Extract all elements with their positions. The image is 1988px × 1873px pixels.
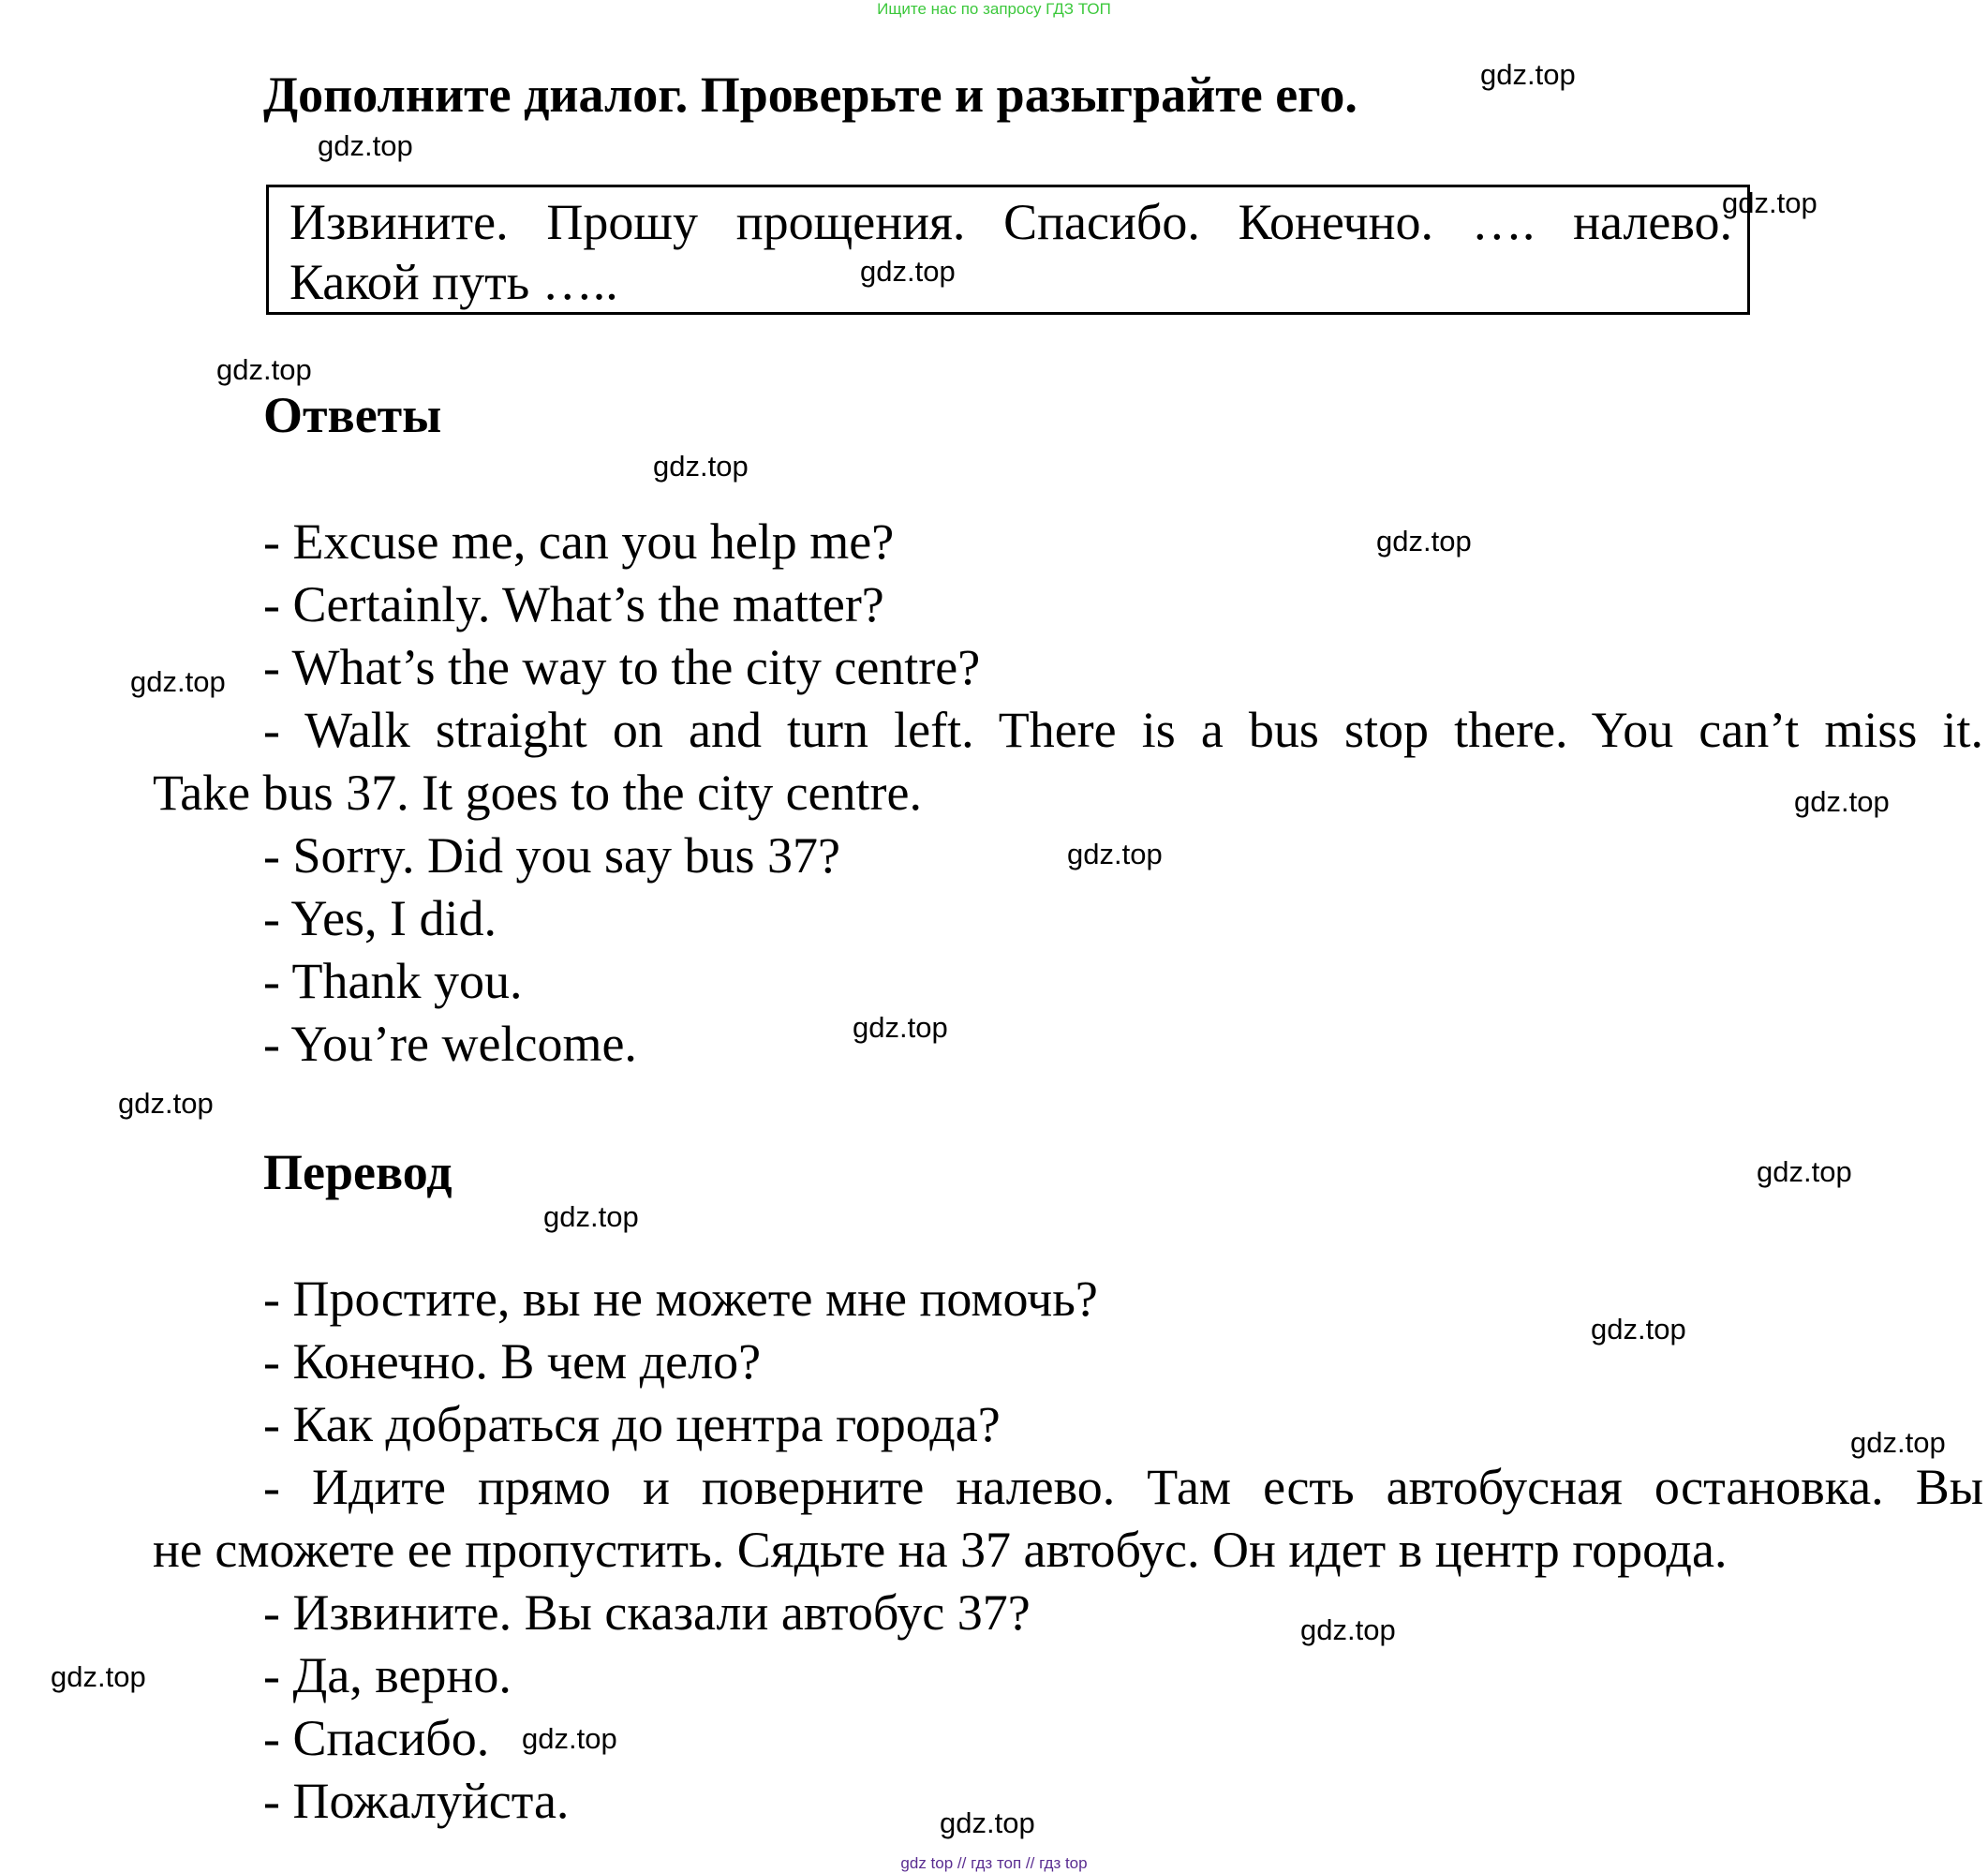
watermark: gdz.top	[940, 1806, 1035, 1839]
watermark: gdz.top	[860, 255, 956, 288]
watermark: gdz.top	[853, 1011, 948, 1044]
translation-line-1: - Простите, вы не можете мне помочь?	[263, 1271, 1098, 1327]
watermark: gdz.top	[653, 450, 749, 483]
answer-line-9: - You’re welcome.	[263, 1016, 637, 1072]
answer-line-3: - What’s the way to the city centre?	[263, 639, 981, 695]
answer-line-2: - Certainly. What’s the matter?	[263, 576, 884, 632]
word-box-line-1: Извините. Прошу прощения. Спасибо. Конечно. …. налево.	[289, 194, 1732, 250]
task-title: Дополните диалог. Проверьте и разыграйте его.	[263, 67, 1357, 123]
word-box	[266, 185, 1750, 315]
translation-line-6: - Извините. Вы сказали автобус 37?	[263, 1584, 1031, 1641]
watermark: gdz.top	[1757, 1155, 1852, 1188]
answer-line-5: Take bus 37. It goes to the city centre.	[153, 765, 922, 821]
translation-line-8: - Спасибо.	[263, 1710, 490, 1766]
watermark: gdz.top	[543, 1200, 639, 1233]
watermark: gdz.top	[1480, 58, 1576, 91]
top-banner: Ищите нас по запросу ГДЗ ТОП	[877, 0, 1111, 18]
translation-line-5: не сможете ее пропустить. Сядьте на 37 автобус. Он идет в центр города.	[153, 1522, 1728, 1578]
watermark: gdz.top	[318, 129, 413, 162]
watermark: gdz.top	[1722, 186, 1817, 219]
watermark: gdz.top	[118, 1087, 214, 1120]
translation-line-7: - Да, верно.	[263, 1647, 512, 1703]
word-box-line-2: Какой путь …..	[289, 254, 618, 310]
answer-line-1: - Excuse me, can you help me?	[263, 513, 895, 570]
answer-line-6: - Sorry. Did you say bus 37?	[263, 827, 840, 884]
watermark: gdz.top	[1300, 1613, 1396, 1646]
watermark: gdz.top	[216, 353, 312, 386]
answer-line-8: - Thank you.	[263, 953, 523, 1009]
translation-line-3: - Как добраться до центра города?	[263, 1396, 1001, 1452]
answer-line-4: - Walk straight on and turn left. There is a bus stop there. You can’t miss it.	[263, 702, 1983, 758]
watermark: gdz.top	[1794, 785, 1890, 818]
watermark: gdz.top	[1591, 1313, 1686, 1345]
bottom-banner: gdz top // гдз топ // гдз top	[900, 1854, 1088, 1872]
translation-line-4: - Идите прямо и поверните налево. Там есть автобусная остановка. Вы	[263, 1459, 1983, 1515]
watermark: gdz.top	[1850, 1426, 1946, 1459]
watermark: gdz.top	[130, 665, 226, 698]
answers-heading: Ответы	[263, 387, 442, 443]
translation-heading: Перевод	[263, 1144, 452, 1200]
watermark: gdz.top	[1067, 838, 1163, 870]
watermark: gdz.top	[1376, 525, 1472, 557]
watermark: gdz.top	[51, 1660, 146, 1693]
translation-line-2: - Конечно. В чем дело?	[263, 1333, 762, 1390]
translation-line-9: - Пожалуйста.	[263, 1773, 570, 1829]
answer-line-7: - Yes, I did.	[263, 890, 497, 946]
watermark: gdz.top	[522, 1722, 617, 1755]
